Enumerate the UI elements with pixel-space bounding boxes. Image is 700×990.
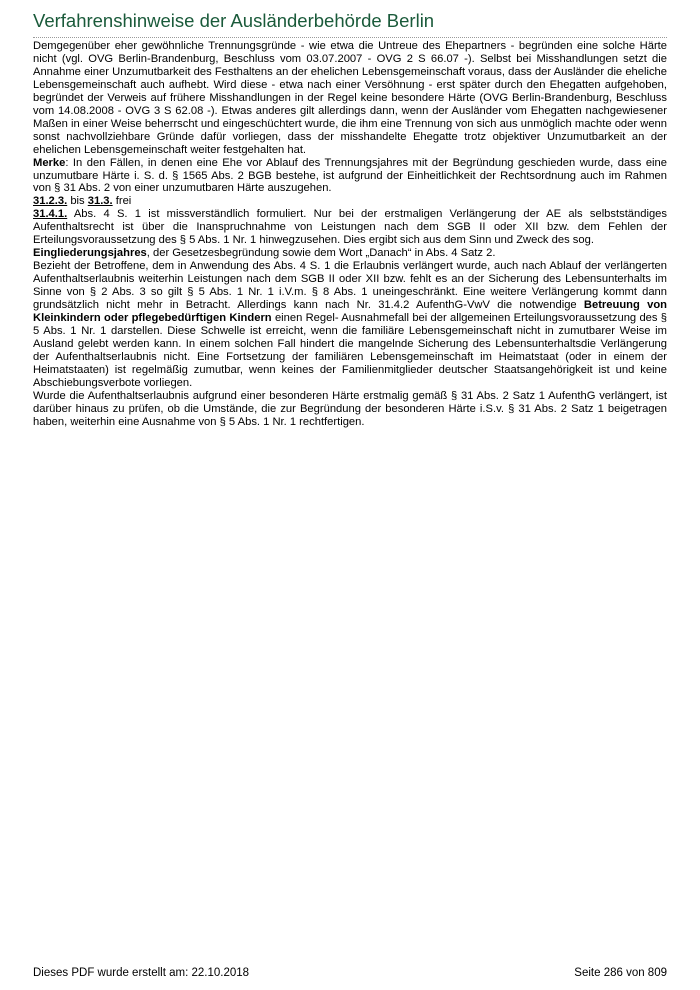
merke-label: Merke <box>33 156 66 169</box>
childcare-term: Betreuung von Kleinkindern oder pflegebedürftigen Kindern <box>33 299 667 325</box>
section-link-31-3[interactable]: 31.3. <box>87 195 113 208</box>
ref-suffix: frei <box>112 195 132 208</box>
section-link-31-2-3[interactable]: 31.2.3. <box>33 195 68 208</box>
paragraph-merke <box>33 157 667 196</box>
document-body <box>33 40 667 429</box>
paragraph-31-4-1-text: Abs. 4 S. 1 ist missverständlich formuliert. Nur bei der erstmaligen Verlängerung der AE als selbstständiges Aufenthaltsrecht ist über die Inanspruchnahme von Leistungen nach dem SGB II oder XII bzw. dem Fehlen der Erteilungsvoraussetzung des § 5 Abs. 1 Nr. 1 hinwegzusehen. Dies ergibt sich aus dem Sinn und Zweck des sog. <box>33 208 667 247</box>
footer-page-number: Seite 286 von 809 <box>574 967 667 979</box>
paragraph-extension <box>33 260 667 390</box>
paragraph-extension-part-b: einen Regel- Ausnahmefall bei der allgemeinen Erteilungsvoraussetzung des § 5 Abs. 1 Nr. 1 darstellen. Diese Schwelle ist erreicht, wenn die familiäre Lebensgemeinschaft nicht in zumutbarer Weise im Ausland gelebt werden kann. In einem solchen Fall hindert die mangelnde Sicherung des Lebensunterhaltsdie Verlängerung der Aufenthaltserlaubnis nicht. Eine Fortsetzung der familiären Lebensgemeinschaft im Heimatstaat (oder in einem der Heimatstaaten) ist regelmäßig zumutbar, wenn keines der Familienmitglieder deutscher Staatsangehörigkeit ist und keine Abschiebungsverbote vorliegen. <box>33 312 668 389</box>
paragraph-31-4-1 <box>33 208 667 260</box>
header-divider <box>33 37 667 38</box>
page-title: Verfahrenshinweise der Ausländerbehörde Berlin <box>33 10 435 31</box>
paragraph-frei <box>33 195 667 208</box>
section-link-31-4-1[interactable]: 31.4.1. <box>33 208 68 221</box>
ref-between: bis <box>67 195 88 208</box>
paragraph-extension-part-a: Bezieht der Betroffene, dem in Anwendung des Abs. 4 S. 1 die Erlaubnis verlängert wurde, auch nach Ablauf der verlängerten Aufenthaltserlaubnis weiterhin Leistungen nach dem SGB II oder XII bzw. fehlt es an der Sicherung des Lebensunterhalts im Sinne von § 2 Abs. 3 so gilt § 5 Abs. 1 Nr. 1 i.V.m. § 8 Abs. 1 uneingeschränkt. Eine weitere Verlängerung kommt dann grundsätzlich nicht mehr in Betracht. Allerdings kann nach Nr. 31.4.2 AufenthG-VwV die notwendige <box>33 260 667 312</box>
paragraph-first-extension: Wurde die Aufenthaltserlaubnis aufgrund einer besonderen Härte erstmalig gemäß § 31 Abs. 2 Satz 1 AufenthG verlängert, ist darüber hinaus zu prüfen, ob die Umstände, die zur Begründung der besonderen Härte i.S.v. § 31 Abs. 2 Satz 1 beigetragen haben, weiterhin eine Ausnahme von § 5 Abs. 1 Nr. 1 rechtfertigen. <box>33 389 667 428</box>
paragraph-hardship-grounds: Demgegenüber eher gewöhnliche Trennungsgründe - wie etwa die Untreue des Ehepartners - begründen eine solche Härte nicht (vgl. OVG Berlin-Brandenburg, Beschluss vom 03.07.2007 - OVG 2 S 66.07 -). Selbst bei Misshandlungen setzt die Annahme einer Unzumutbarkeit des Festhaltens an der ehelichen Lebensgemeinschaft voraus, dass der Ausländer die eheliche Lebensgemeinschaft auch aufhebt. Wird diese - etwa nach einer Versöhnung - erst später durch den Ehegatten aufgehoben, begründet der Verweis auf frühere Misshandlungen in der Regel keine besondere Härte (OVG Berlin-Brandenburg, Beschluss vom 14.08.2008 - OVG 3 S 62.08 -). Etwas anderes gilt allerdings dann, wenn der Ausländer vom Ehegatten nachgewiesener Maßen in einer Weise beherrscht und eingeschüchtert wurde, die ihm eine Trennung von sich aus unmöglich machte oder wenn sonst nachvollziehbare Gründe dafür vorliegen, dass der misshandelte Ehegatte trotz objektiver Unzumutbarkeit an der ehelichen Lebensgemeinschaft weiter festgehalten hat. <box>33 40 667 156</box>
paragraph-31-4-1-tail: , der Gesetzesbegründung sowie dem Wort „Danach“ in Abs. 4 Satz 2. <box>146 247 496 260</box>
merke-text: : In den Fällen, in denen eine Ehe vor Ablauf des Trennungsjahres mit der Begründung geschieden wurde, dass eine unzumutbare Härte i. S. d. § 1565 Abs. 2 BGB bestehe, ist aufgrund der Einheitlichkeit der Rechtsordnung auch im Rahmen von § 31 Abs. 2 von einer unzumutbaren Härte auszugehen. <box>33 156 667 195</box>
footer-created-date: Dieses PDF wurde erstellt am: 22.10.2018 <box>33 967 250 979</box>
eingliederungsjahr-term: Eingliederungsjahres <box>33 247 147 260</box>
